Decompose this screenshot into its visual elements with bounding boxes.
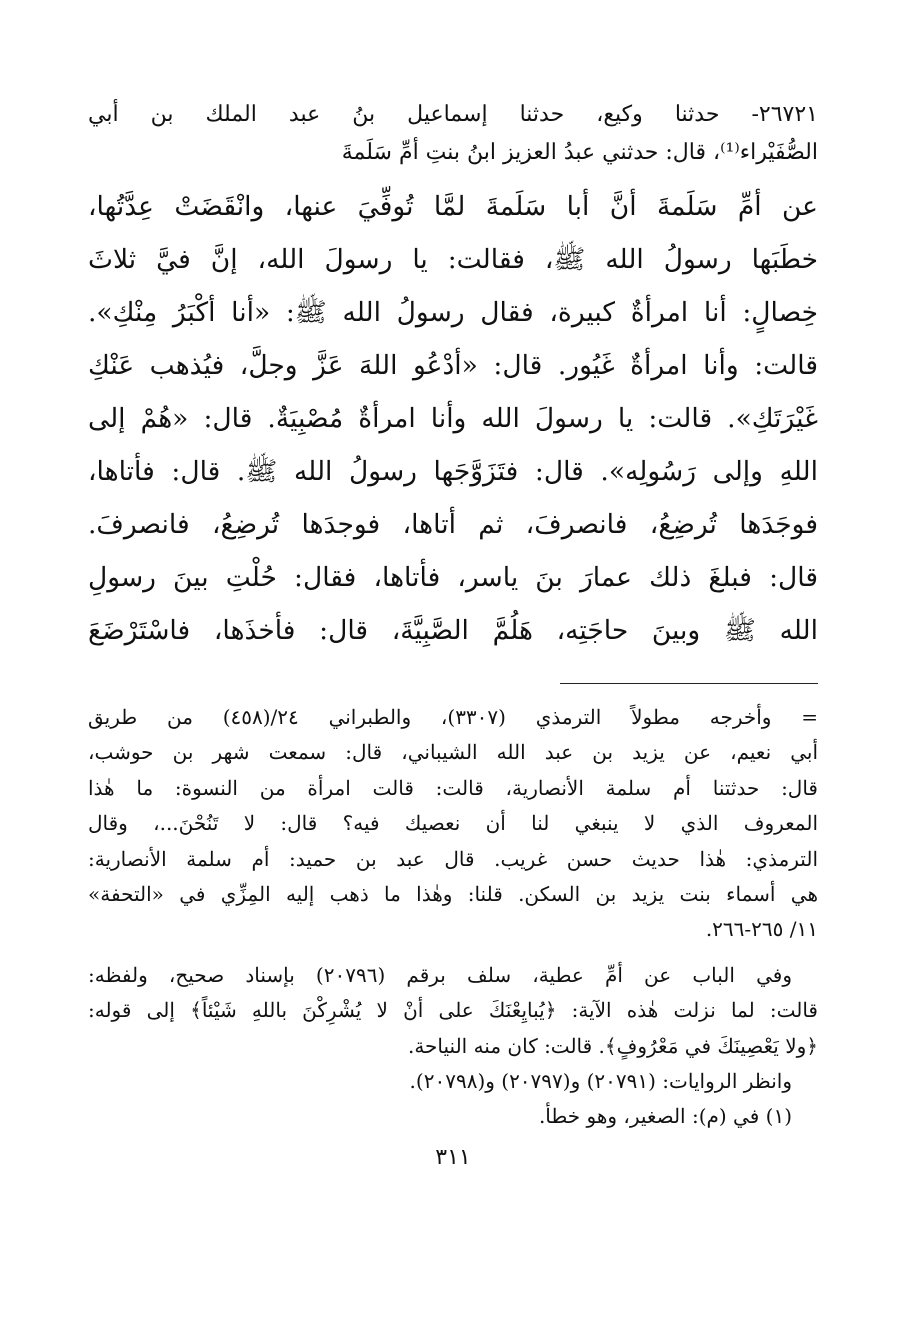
footnote-separator (560, 683, 818, 684)
note-line: قال: حدثتنا أم سلمة الأنصارية، قالت: قالت امرأة من النسوة: ما هٰذا (88, 775, 818, 800)
hadith-line: قالت: وأنا امرأةٌ غَيُور. قال: «أدْعُو اللهَ عَزَّ وجلَّ، فيُذهب عَنْكِ (88, 350, 818, 381)
hadith-line: عن أمِّ سَلَمةَ أنَّ أبا سَلَمةَ لمَّا تُوفِّيَ عنها، وانْقَضَتْ عِدَّتُها، (88, 191, 818, 222)
note-line: الترمذي: هٰذا حديث حسن غريب. قال عبد بن حميد: أم سلمة الأنصارية: (88, 846, 818, 871)
note-line: ١١/ ٢٦٥-٢٦٦. (705, 917, 818, 942)
hadith-text (88, 180, 818, 657)
hadith-line: اللهِ وإلى رَسُولِه». قال: فتَزَوَّجَها رسولُ الله ﷺ. قال: فأتاها، (88, 456, 818, 487)
isnad-line: ٢٦٧٢١- حدثنا وكيع، حدثنا إسماعيل بنُ عبد الملك بن أبي (88, 102, 818, 127)
note-line: أبي نعيم، عن يزيد بن عبد الله الشيباني، قال: سمعت شهر بن حوشب، (88, 740, 818, 765)
hadith-line: غَيْرَتَكِ». قالت: يا رسولَ الله وأنا امرأةٌ مُصْبِيَةٌ. قال: «هُمْ إلى (88, 403, 818, 434)
hadith-line: قال: فبلغَ ذلك عمارَ بنَ ياسر، فأتاها، فقال: حُلْتِ بينَ رسولِ (88, 562, 818, 593)
note-line: وفي الباب عن أمِّ عطية، سلف برقم (٢٠٧٩٦) بإسناد صحيح، ولفظه: (88, 962, 792, 987)
note-line: = وأخرجه مطولاً الترمذي (٣٣٠٧)، والطبراني ٢٤/(٤٥٨) من طريق (88, 705, 818, 729)
note-line: المعروف الذي لا ينبغي لنا أن نعصيك فيه؟ قال: لا تَنُحْنَ...، وقال (88, 811, 818, 836)
page-number: ٣١١ (435, 1144, 471, 1170)
note-line: وانظر الروايات: (٢٠٧٩١) و(٢٠٧٩٧) و(٢٠٧٩٨). (409, 1068, 792, 1093)
book-page (88, 96, 818, 1296)
footnotes (88, 700, 818, 1135)
footnote-1: (١) في (م): الصغير، وهو خطأ. (538, 1104, 792, 1129)
hadith-line: خِصالٍ: أنا امرأةٌ كبيرة، فقال رسولُ الله ﷺ: «أنا أكْبَرُ مِنْكِ». (88, 297, 818, 328)
hadith-isnad (88, 96, 818, 172)
note-line: هي أسماء بنت يزيد بن السكن. قلنا: وهٰذا ما ذهب إليه المِزِّي في «التحفة» (88, 881, 818, 906)
note-line: قالت: لما نزلت هٰذه الآية: ﴿يُبايِعْنَكَ على أنْ لا يُشْرِكْنَ باللهِ شَيْئاً﴾ إلى قوله: (88, 998, 818, 1023)
isnad-line: الصُّفَيْراء⁽¹⁾، قال: حدثني عبدُ العزيز ابنُ بنتِ أمِّ سَلَمةَ (341, 140, 818, 165)
hadith-line: خطَبَها رسولُ الله ﷺ، فقالت: يا رسولَ الله، إنَّ فيَّ ثلاثَ (88, 244, 818, 275)
note-line: ﴿ولا يَعْصِينَكَ في مَعْرُوفٍ﴾. قالت: كان منه النياحة. (407, 1033, 818, 1058)
hadith-line: الله ﷺ وبينَ حاجَتِه، هَلُمَّ الصَّبِيَّةَ، قال: فأخذَها، فاسْتَرْضَعَ (88, 615, 818, 646)
hadith-line: فوجَدَها تُرضِعُ، فانصرفَ، ثم أتاها، فوجدَها تُرضِعُ، فانصرفَ. (88, 509, 818, 540)
